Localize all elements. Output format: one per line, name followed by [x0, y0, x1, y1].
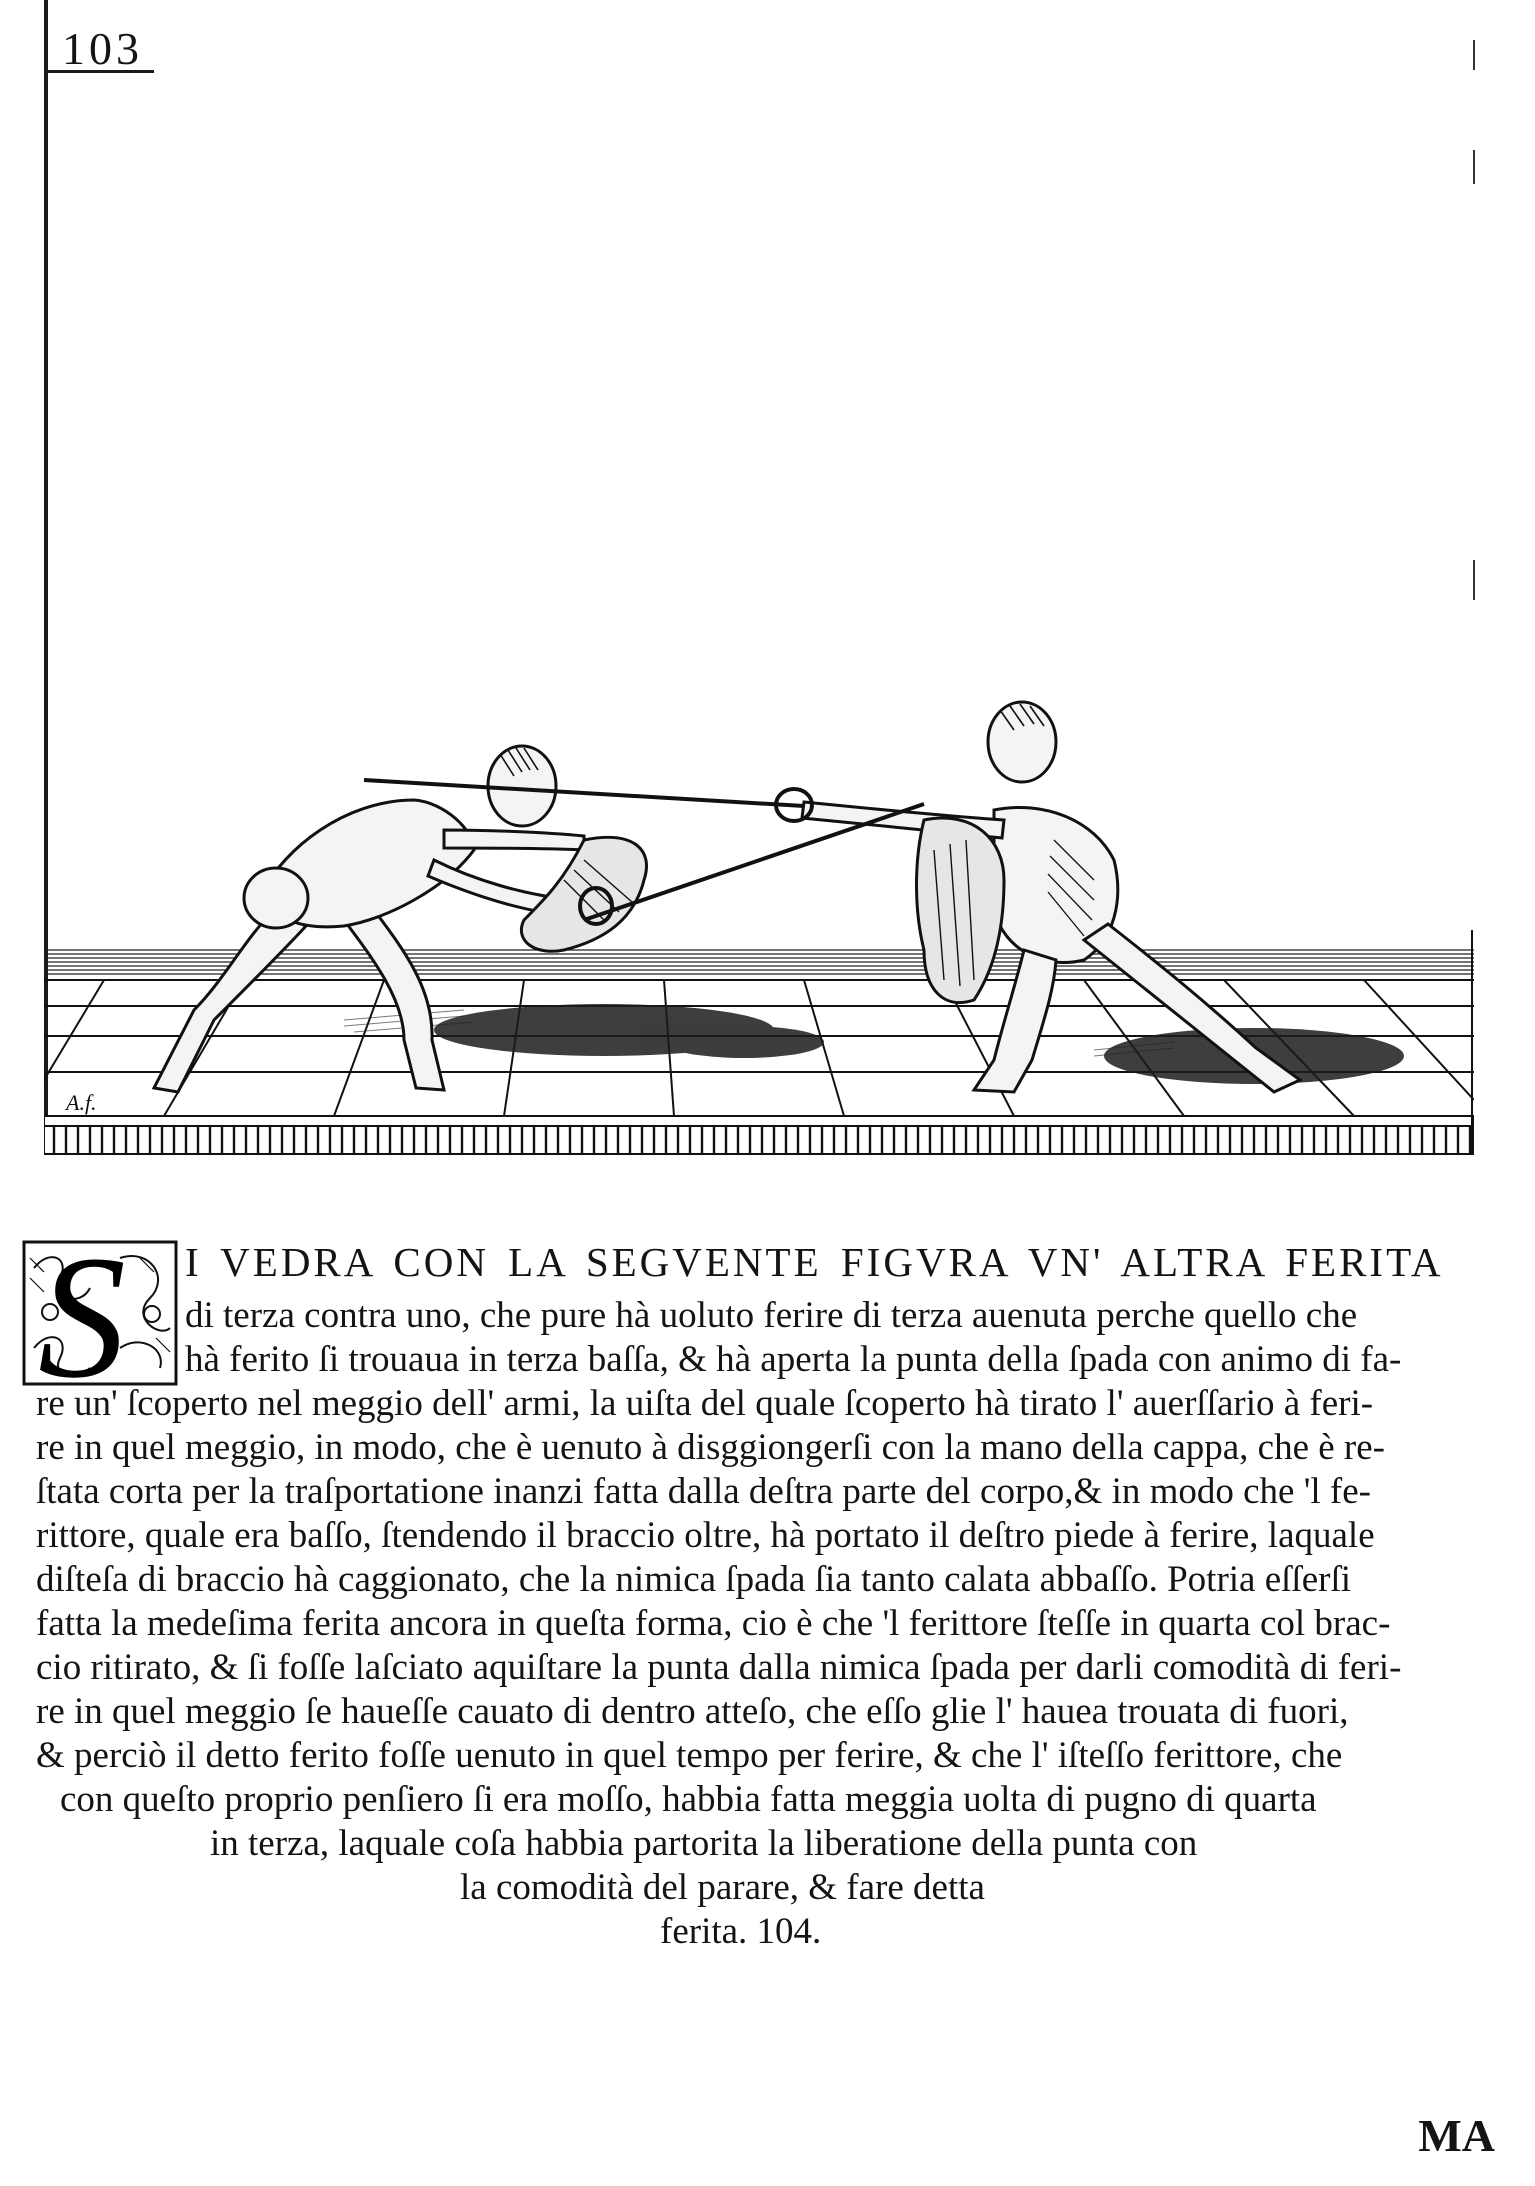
text-line: in terza, laquale coſa habbia partorita la liberatione della punta con	[210, 1823, 1198, 1864]
text-line: di terza contra uno, che pure hà uoluto ferire di terza auenuta perche quello che	[185, 1295, 1358, 1336]
text-line: hà ferito ſi trouaua in terza baſſa, & hà aperta la punta della ſpada con animo di fa-	[185, 1339, 1402, 1380]
text-line: ſtata corta per la traſportatione inanzi fatta dalla deſtra parte del corpo,& in modo che 'l fe-	[36, 1471, 1371, 1512]
decorated-initial	[20, 1220, 180, 1415]
margin-speck	[1473, 560, 1475, 600]
text-line: la comodità del parare, & fare detta	[460, 1867, 985, 1908]
engraver-mark: A.f.	[66, 1090, 97, 1115]
text-line: ferita. 104.	[660, 1911, 822, 1952]
margin-speck	[1473, 150, 1475, 184]
text-line: con queſto proprio penſiero ſi era moſſo, habbia fatta meggia uolta di pugno di quarta	[60, 1779, 1317, 1820]
margin-speck	[1473, 40, 1475, 70]
text-line: & perciò il detto ferito foſſe uenuto in quel tempo per ferire, & che l' iſteſſo ferittore, che	[36, 1735, 1343, 1776]
text-line: fatta la medeſima ferita ancora in queſta forma, cio è che 'l ferittore ſteſſe in quarta col brac-	[36, 1603, 1391, 1644]
text-line: re un' ſcoperto nel meggio dell' armi, la uiſta del quale ſcoperto hà tirato l' auerſſario à feri-	[36, 1383, 1374, 1424]
text-line: diſteſa di braccio hà caggionato, che la nimica ſpada ſia tanto calata abbaſſo. Potria eſſerſi	[36, 1559, 1351, 1600]
right-fencer	[802, 702, 1300, 1092]
text-line: re in quel meggio, in modo, che è uenuto à disggiongerſi con la mano della cappa, che è re-	[36, 1427, 1386, 1468]
drop-cap-letter: S	[38, 1220, 126, 1415]
page-number: 103	[62, 23, 143, 74]
text-line: rittore, quale era baſſo, ſtendendo il braccio oltre, hà portato il deſtro piede à ferire, laquale	[36, 1515, 1375, 1556]
section-heading: I VEDRA CON LA SEGVENTE FIGVRA VN' ALTRA FERITA	[185, 1239, 1444, 1285]
text-line: cio ritirato, & ſi foſſe laſciato aquiſtare la punta dalla nimica ſpada per darli comodità di feri-	[36, 1647, 1402, 1688]
fencing-engraving	[44, 680, 1474, 1160]
right-cloak	[917, 818, 1005, 1002]
text-line: re in quel meggio ſe haueſſe cauato di dentro atteſo, che eſſo glie l' hauea trouata di fuori,	[36, 1691, 1349, 1732]
catchword: MA	[1418, 2110, 1495, 2161]
